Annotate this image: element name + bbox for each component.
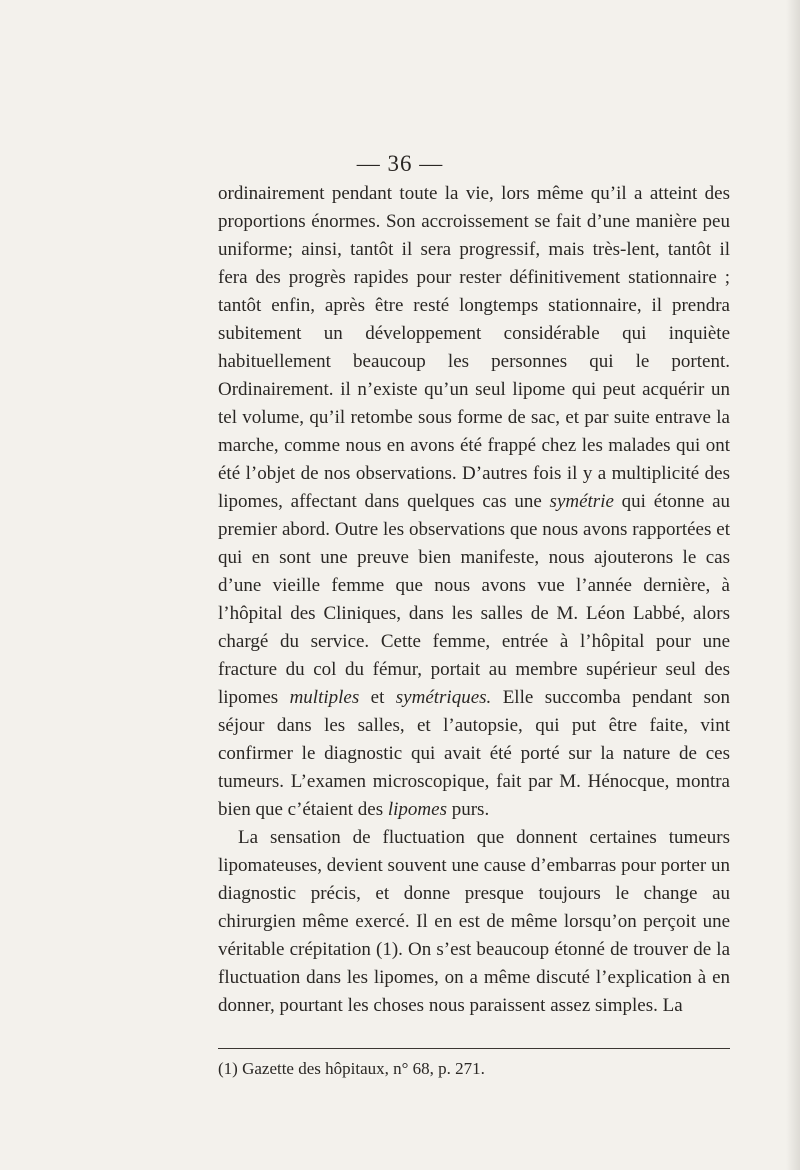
paragraph-1-text-3: et: [370, 687, 385, 708]
paragraph-1-text-2: qui étonne au premier abord. Outre les observations que nous avons rapportées et qui en sont une preuve bien manifeste, nous ajouterons le cas d’une vieille femme que nous avons vue l’année dernière, à l’hôpital des Cliniques, dans les salles de M. Léon Labbé, alors chargé du service. Cette femme, entrée à l’hôpital pour une fracture du col du fémur, portait au membre supérieur seul des lipomes: [218, 491, 731, 708]
body-text: [218, 180, 730, 1020]
paragraph-1-text-5: purs.: [451, 799, 490, 820]
footnote: (1) Gazette des hôpitaux, n° 68, p. 271.: [218, 1059, 485, 1078]
paragraph-1-text-1: ordinairement pendant toute la vie, lors même qu’il a atteint des proportions énormes. Son accroissement se fait d’une manière peu uniforme; ainsi, tantôt il sera progressif, mais très-lent, tantôt il fera des progrès rapides pour rester définitivement stationnaire ; tantôt enfin, après être resté longtemps stationnaire, il prendra subitement un développement considérable qui inquiète habituellement beaucoup les personnes qui le portent. Ordinairement. il n’existe qu’un seul lipome qui peut acquérir un tel volume, qu’il retombe sous forme de sac, et par suite entrave la marche, comme nous en avons été frappé chez les malades qui ont été l’objet de nos observations. D’autres fois il y a multiplicité des lipomes, affectant dans quelques cas une: [218, 183, 730, 512]
italic-multiples: multiples: [289, 687, 360, 708]
paragraph-1: [218, 180, 730, 824]
page-number: — 36 —: [356, 151, 444, 176]
footnote-divider: [218, 1048, 730, 1049]
italic-symetriques: symétriques.: [395, 687, 492, 708]
italic-symetrie: symétrie: [549, 491, 614, 512]
italic-lipomes: lipomes: [387, 799, 447, 820]
paragraph-1-text-4: Elle succomba pendant son séjour dans les salles, et l’autopsie, qui put être faite, vint confirmer le diagnostic qui avait été porté sur la nature de ces tumeurs. L’examen microscopique, fait par M. Hénocque, montra bien que c’étaient des: [218, 687, 731, 820]
paragraph-2: La sensation de fluctuation que donnent certaines tumeurs lipomateuses, devient souvent une cause d’embarras pour porter un diagnostic précis, et donne presque toujours le change au chirurgien même exercé. Il en est de même lorsqu’on perçoit une véritable crépitation (1). On s’est beaucoup étonné de trouver de la fluctuation dans les lipomes, on a même discuté l’explication à en donner, pourtant les choses nous paraissent assez simples. La: [218, 827, 730, 1016]
